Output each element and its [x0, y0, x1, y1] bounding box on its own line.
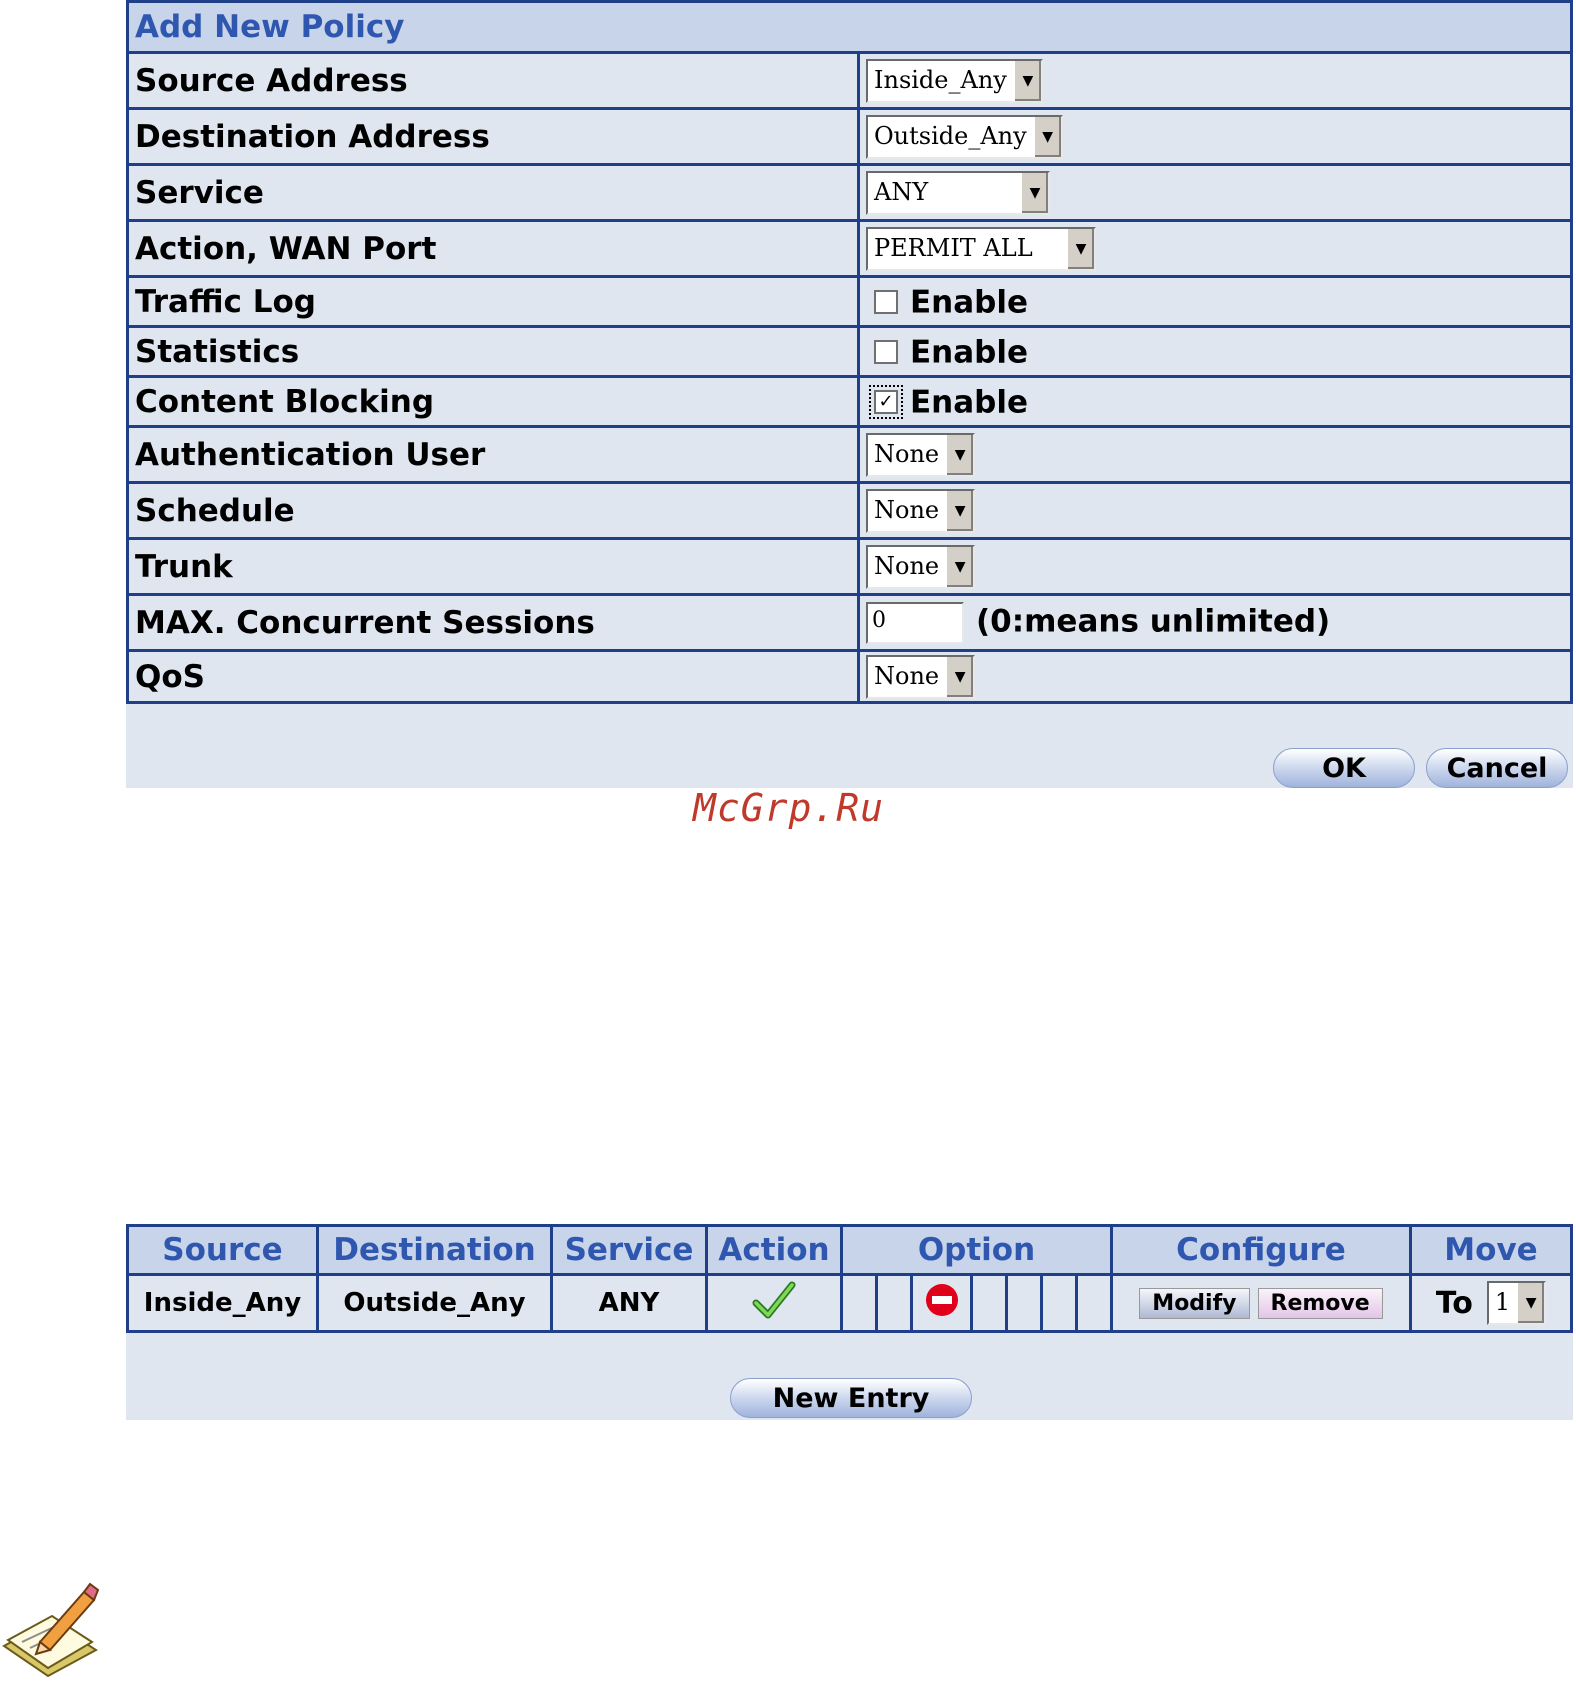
- col-destination: Destination: [318, 1226, 552, 1275]
- qos-label: QoS: [128, 651, 859, 703]
- chevron-down-icon: ▼: [945, 435, 973, 475]
- content-blocking-option: Enable: [910, 384, 1029, 421]
- max-sessions-label: MAX. Concurrent Sessions: [128, 595, 859, 651]
- col-move: Move: [1411, 1226, 1572, 1275]
- row-action: [707, 1275, 842, 1332]
- schedule-select[interactable]: None ▼: [866, 489, 975, 533]
- row-source: Inside_Any: [128, 1275, 318, 1332]
- authentication-user-select[interactable]: None ▼: [866, 433, 975, 477]
- destination-address-select[interactable]: Outside_Any ▼: [866, 115, 1063, 159]
- note-pencil-icon: [0, 1580, 100, 1683]
- chevron-down-icon: ▼: [1033, 117, 1061, 157]
- row-configure: [1112, 1275, 1411, 1332]
- policy-list-panel: [126, 1224, 1573, 1420]
- row-move: [1411, 1275, 1572, 1332]
- chevron-down-icon: ▼: [945, 547, 973, 587]
- action-wan-port-label: Action, WAN Port: [128, 221, 859, 277]
- traffic-log-checkbox[interactable]: [874, 290, 898, 314]
- statistics-checkbox[interactable]: [874, 340, 898, 364]
- chevron-down-icon: ▼: [1066, 229, 1094, 269]
- col-action: Action: [707, 1226, 842, 1275]
- destination-address-label: Destination Address: [128, 109, 859, 165]
- move-position-select[interactable]: 1 ▼: [1487, 1281, 1546, 1325]
- row-destination: Outside_Any: [318, 1275, 552, 1332]
- max-sessions-input[interactable]: 0: [866, 602, 964, 644]
- policy-form-table: [126, 0, 1573, 704]
- content-blocking-icon: [924, 1282, 960, 1318]
- option-cell: [972, 1275, 1007, 1332]
- cancel-button[interactable]: Cancel: [1426, 748, 1568, 788]
- option-cell: [1007, 1275, 1042, 1332]
- option-cell: [1077, 1275, 1112, 1332]
- trunk-select[interactable]: None ▼: [866, 545, 975, 589]
- add-policy-panel: [126, 0, 1573, 788]
- trunk-label: Trunk: [128, 539, 859, 595]
- traffic-log-option: Enable: [910, 284, 1029, 321]
- modify-button[interactable]: Modify: [1139, 1288, 1249, 1319]
- service-label: Service: [128, 165, 859, 221]
- permit-check-icon: [752, 1281, 796, 1319]
- option-cell: [842, 1275, 877, 1332]
- policy-list-table: [126, 1224, 1573, 1333]
- traffic-log-label: Traffic Log: [128, 277, 859, 327]
- source-address-label: Source Address: [128, 53, 859, 109]
- chevron-down-icon: ▼: [1013, 61, 1041, 101]
- watermark: McGrp.Ru: [693, 786, 885, 830]
- chevron-down-icon: ▼: [945, 491, 973, 531]
- row-service: ANY: [552, 1275, 707, 1332]
- authentication-user-label: Authentication User: [128, 427, 859, 483]
- source-address-select[interactable]: Inside_Any ▼: [866, 59, 1043, 103]
- move-to-label: To: [1435, 1285, 1473, 1321]
- content-blocking-label: Content Blocking: [128, 377, 859, 427]
- chevron-down-icon: ▼: [945, 657, 973, 697]
- option-cell: [1042, 1275, 1077, 1332]
- col-service: Service: [552, 1226, 707, 1275]
- remove-button[interactable]: Remove: [1258, 1288, 1383, 1319]
- form-title: Add New Policy: [128, 2, 1572, 53]
- col-configure: Configure: [1112, 1226, 1411, 1275]
- statistics-label: Statistics: [128, 327, 859, 377]
- col-source: Source: [128, 1226, 318, 1275]
- service-select[interactable]: ANY ▼: [866, 171, 1050, 215]
- ok-button[interactable]: OK: [1273, 748, 1415, 788]
- option-cell: [877, 1275, 912, 1332]
- qos-select[interactable]: None ▼: [866, 655, 975, 699]
- schedule-label: Schedule: [128, 483, 859, 539]
- new-entry-button[interactable]: New Entry: [730, 1378, 972, 1418]
- action-wan-port-select[interactable]: PERMIT ALL ▼: [866, 227, 1096, 271]
- max-sessions-hint: (0:means unlimited): [976, 603, 1331, 639]
- col-option: Option: [842, 1226, 1112, 1275]
- content-blocking-checkbox[interactable]: ✓: [874, 390, 898, 414]
- chevron-down-icon: ▼: [1020, 173, 1048, 213]
- option-cell: [912, 1275, 972, 1332]
- chevron-down-icon: ▼: [1516, 1283, 1544, 1323]
- statistics-option: Enable: [910, 334, 1029, 371]
- table-row: [128, 1275, 1572, 1332]
